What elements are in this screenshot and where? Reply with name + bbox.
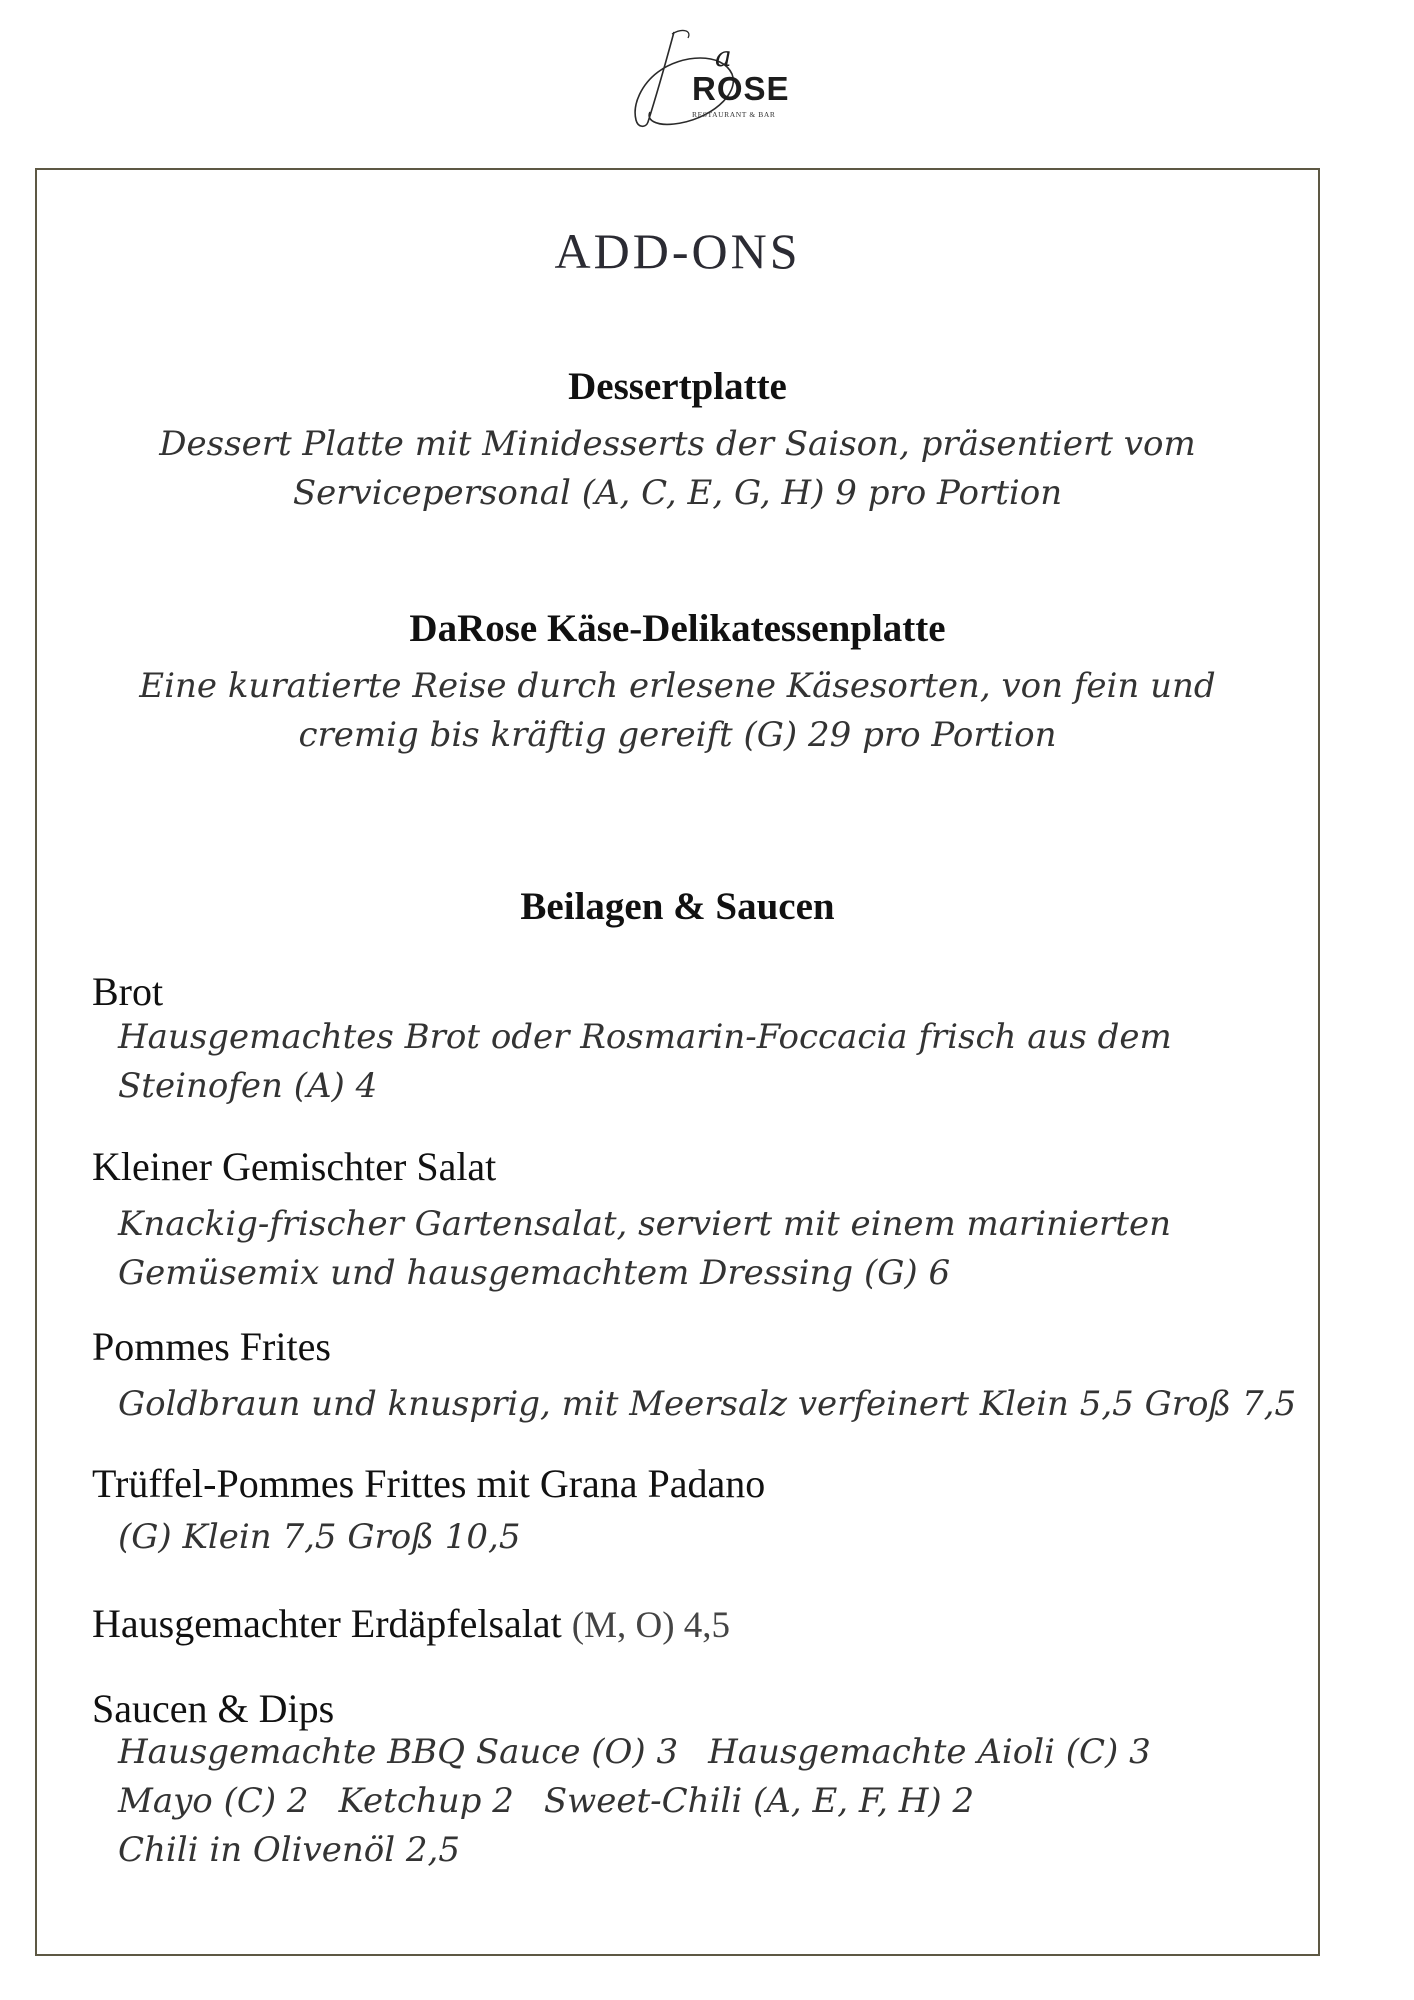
logo-tagline: RESTAURANT & BAR — [692, 110, 776, 119]
erdaepfel-suffix: (M, O) 4,5 — [571, 1605, 731, 1646]
pommes-title: Pommes Frites — [92, 1324, 331, 1369]
sauce-ketchup: Ketchup 2 — [338, 1781, 514, 1821]
erdaepfel-item — [92, 1600, 730, 1647]
saucen-line1 — [118, 1728, 1151, 1777]
pommes-desc-line1: Goldbraun und knusprig, mit Meersalz verfeinert Klein 5,5 Groß 7,5 — [118, 1384, 1297, 1424]
sauce-aioli: Hausgemachte Aioli (C) 3 — [708, 1732, 1151, 1772]
pommes-description — [118, 1380, 1296, 1429]
brot-description — [118, 1013, 1172, 1111]
logo-name: ROSE — [692, 70, 790, 107]
dessertplatte-title: Dessertplatte — [568, 365, 787, 408]
saucen-line3 — [118, 1826, 1151, 1875]
restaurant-logo — [612, 24, 802, 134]
sauce-mayo: Mayo (C) 2 — [118, 1781, 309, 1821]
kaeseplatte-desc-line2: cremig bis kräftig gereift (G) 29 pro Portion — [298, 715, 1057, 755]
trueffel-desc-line1: (G) Klein 7,5 Groß 10,5 — [118, 1517, 521, 1557]
trueffel-title: Trüffel-Pommes Frittes mit Grana Padano — [92, 1461, 766, 1506]
sauce-bbq: Hausgemachte BBQ Sauce (O) 3 — [118, 1732, 679, 1772]
kaeseplatte-title: DaRose Käse-Delikatessenplatte — [409, 607, 946, 650]
salat-description — [118, 1200, 1171, 1298]
salat-desc-line2: Gemüsemix und hausgemachtem Dressing (G) 6 — [118, 1253, 951, 1293]
brot-title: Brot — [92, 969, 164, 1014]
brot-desc-line2: Steinofen (A) 4 — [118, 1066, 378, 1106]
brot-desc-line1: Hausgemachtes Brot oder Rosmarin-Foccacia frisch aus dem — [118, 1017, 1172, 1057]
sauce-sweet-chili: Sweet-Chili (A, E, F, H) 2 — [543, 1781, 975, 1821]
kaeseplatte-desc-line1: Eine kuratierte Reise durch erlesene Käsesorten, von fein und — [139, 666, 1216, 706]
erdaepfel-title: Hausgemachter Erdäpfelsalat — [92, 1601, 562, 1646]
dessertplatte-desc-line1: Dessert Platte mit Minidesserts der Saison, präsentiert vom — [159, 424, 1196, 464]
trueffel-description — [118, 1513, 520, 1562]
sauce-chili-oil: Chili in Olivenöl 2,5 — [118, 1830, 460, 1870]
kaeseplatte-description — [35, 662, 1320, 760]
beilagen-heading: Beilagen & Saucen — [520, 885, 835, 928]
saucen-title: Saucen & Dips — [92, 1686, 335, 1731]
salat-desc-line1: Knackig-frischer Gartensalat, serviert mit einem marinierten — [118, 1204, 1171, 1244]
saucen-line2 — [118, 1777, 1151, 1826]
page-title: ADD-ONS — [554, 223, 801, 279]
dessertplatte-desc-line2: Servicepersonal (A, C, E, G, H) 9 pro Portion — [292, 473, 1063, 513]
dessertplatte-description — [35, 420, 1320, 518]
saucen-description — [118, 1728, 1151, 1875]
logo-letter-a: a — [715, 40, 732, 73]
salat-title: Kleiner Gemischter Salat — [92, 1144, 497, 1189]
